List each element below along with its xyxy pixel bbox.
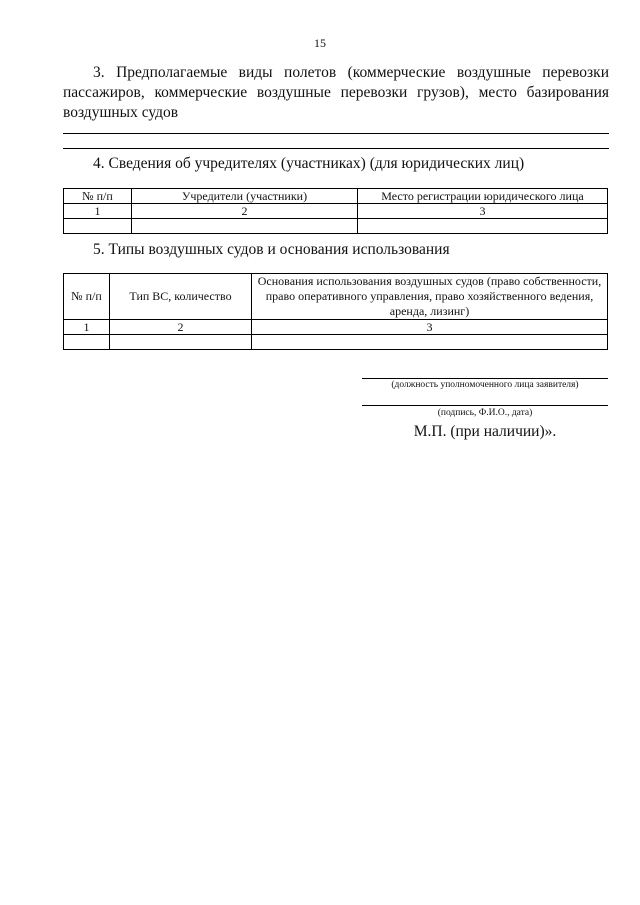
position-caption: (должность уполномоченного лица заявителя) — [391, 380, 579, 390]
table-header-row — [64, 274, 608, 320]
aircraft-types-table — [63, 273, 608, 350]
fill-line-2 — [63, 148, 609, 149]
table-numbering-row — [64, 204, 608, 219]
section-3-text: 3. Предполагаемые виды полетов (коммерческие воздушные перевозки пассажиров, коммерческие воздушные перевозки грузов), место базирования воздушных судов — [63, 64, 609, 121]
empty-cell — [64, 219, 132, 234]
signature-caption: (подпись, Ф.И.О., дата) — [437, 408, 533, 418]
column-header-registration-place: Место регистрации юридического лица — [358, 189, 608, 204]
column-header-number: № п/п — [64, 274, 110, 320]
column-header-usage-basis: Основания использования воздушных судов (право собственности, право оперативного управления, право хозяйственного ведения, аренда, лизинг) — [252, 274, 608, 320]
stamp-note: М.П. (при наличии)». — [413, 423, 557, 440]
column-number-3: 3 — [358, 204, 608, 219]
column-number-2: 2 — [132, 204, 358, 219]
column-header-aircraft-type: Тип ВС, количество — [110, 274, 252, 320]
position-signature-line — [362, 378, 608, 379]
column-number-3: 3 — [252, 320, 608, 335]
column-header-number: № п/п — [64, 189, 132, 204]
column-header-founders: Учредители (участники) — [132, 189, 358, 204]
table-empty-row — [64, 335, 608, 350]
column-number-1: 1 — [64, 204, 132, 219]
table-header-row — [64, 189, 608, 204]
empty-cell — [132, 219, 358, 234]
founders-table — [63, 188, 608, 234]
fill-line-1 — [63, 133, 609, 134]
empty-cell — [64, 335, 110, 350]
table-empty-row — [64, 219, 608, 234]
table-numbering-row — [64, 320, 608, 335]
empty-cell — [110, 335, 252, 350]
empty-cell — [358, 219, 608, 234]
empty-cell — [252, 335, 608, 350]
page-number: 15 — [314, 36, 326, 50]
section-5-heading: 5. Типы воздушных судов и основания использования — [93, 241, 450, 258]
column-number-1: 1 — [64, 320, 110, 335]
section-4-heading: 4. Сведения об учредителях (участниках) (для юридических лиц) — [93, 155, 525, 172]
signature-line — [362, 405, 608, 406]
column-number-2: 2 — [110, 320, 252, 335]
